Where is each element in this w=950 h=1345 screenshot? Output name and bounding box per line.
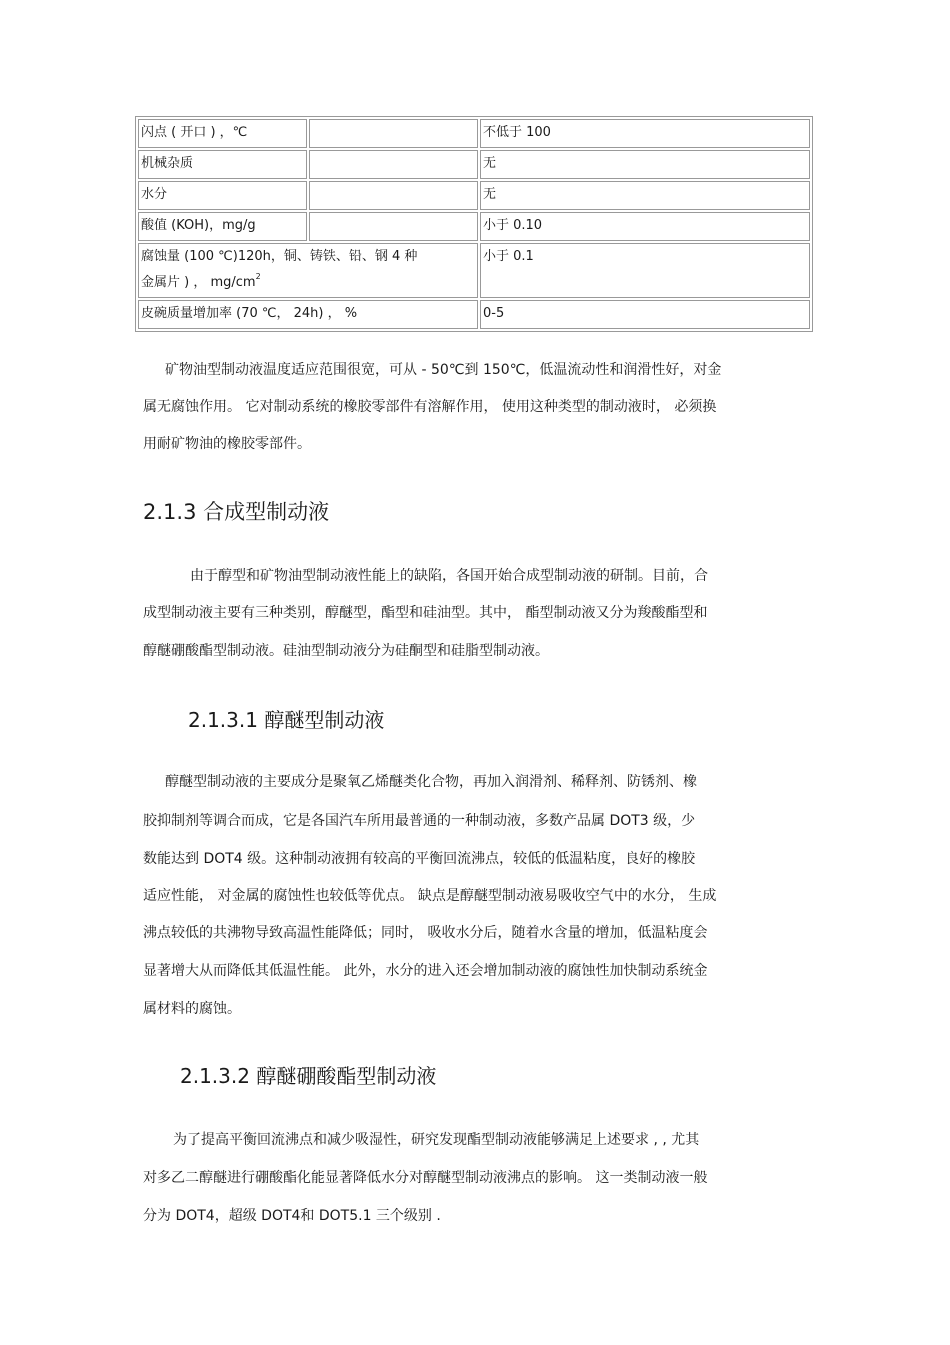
paragraph-line: 用耐矿物油的橡胶零部件。 xyxy=(143,436,311,452)
table-cell-property-line1: 腐蚀量 (100 ℃)120h，铜、铸铁、铅、钢 4 种 xyxy=(141,249,418,264)
paragraph-line: 适应性能， 对金属的腐蚀性也较低等优点。 缺点是醇醚型制动液易吸收空气中的水分， 生成 xyxy=(143,888,717,904)
table-row xyxy=(138,181,810,210)
paragraph-line: 矿物油型制动液温度适应范围很宽，可从 - 50℃到 150℃，低温流动性和润滑性好，对金 xyxy=(165,362,722,378)
table-cell-property: 皮碗质量增加率 (70 ℃， 24h) ， % xyxy=(138,300,478,329)
table-row xyxy=(138,243,810,298)
paragraph-line: 数能达到 DOT4 级。这种制动液拥有较高的平衡回流沸点，较低的低温粘度，良好的橡胶 xyxy=(143,851,696,867)
section-heading: 2.1.3 合成型制动液 xyxy=(143,500,330,524)
subsection-heading: 2.1.3.1 醇醚型制动液 xyxy=(188,708,385,732)
subsection-heading: 2.1.3.2 醇醚硼酸酯型制动液 xyxy=(180,1064,437,1088)
table-cell-value: 小于 0.10 xyxy=(480,212,810,241)
table-cell-property: 酸值 (KOH)，mg/g xyxy=(138,212,307,241)
paragraph-line: 醇醚硼酸酯型制动液。硅油型制动液分为硅酮型和硅脂型制动液。 xyxy=(143,643,549,659)
paragraph-line: 由于醇型和矿物油型制动液性能上的缺陷，各国开始合成型制动液的研制。目前，合 xyxy=(190,568,708,584)
paragraph-line: 胶抑制剂等调合而成，它是各国汽车所用最普通的一种制动液，多数产品属 DOT3 级，少 xyxy=(143,813,696,829)
table-row xyxy=(138,300,810,329)
table-cell-empty xyxy=(309,181,478,210)
paragraph-line: 分为 DOT4，超级 DOT4和 DOT5.1 三个级别 . xyxy=(143,1208,441,1224)
paragraph-line: 成型制动液主要有三种类别，醇醚型，酯型和硅油型。其中， 酯型制动液又分为羧酸酯型和 xyxy=(143,605,708,621)
paragraph-line: 显著增大从而降低其低温性能。 此外，水分的进入还会增加制动液的腐蚀性加快制动系统金 xyxy=(143,963,708,979)
table-cell-value: 0-5 xyxy=(480,300,810,329)
superscript: 2 xyxy=(255,272,261,281)
paragraph-line: 对多乙二醇醚进行硼酸酯化能显著降低水分对醇醚型制动液沸点的影响。 这一类制动液一般 xyxy=(143,1170,708,1186)
table-cell-empty xyxy=(309,212,478,241)
table-cell-property: 闪点 ( 开口 ) ，℃ xyxy=(138,119,307,148)
table-cell-property: 水分 xyxy=(138,181,307,210)
paragraph-line: 属无腐蚀作用。 它对制动系统的橡胶零部件有溶解作用， 使用这种类型的制动液时， 必须换 xyxy=(143,399,717,415)
table-cell-property-line2: 金属片 ) ， mg/cm xyxy=(141,275,256,290)
table-cell-empty xyxy=(309,150,478,179)
spec-table xyxy=(135,116,813,332)
table-row xyxy=(138,150,810,179)
table-row xyxy=(138,212,810,241)
table-cell-value: 无 xyxy=(480,150,810,179)
paragraph-line: 沸点较低的共沸物导致高温性能降低；同时， 吸收水分后，随着水含量的增加，低温粘度会 xyxy=(143,925,708,941)
table-cell-value: 无 xyxy=(480,181,810,210)
paragraph-line: 醇醚型制动液的主要成分是聚氧乙烯醚类化合物，再加入润滑剂、稀释剂、防锈剂、橡 xyxy=(165,774,697,790)
paragraph-line: 为了提高平衡回流沸点和减少吸湿性，研究发现酯型制动液能够满足上述要求 , , 尤其 xyxy=(173,1132,700,1148)
table-cell-value: 小于 0.1 xyxy=(480,243,810,298)
table-cell-value: 不低于 100 xyxy=(480,119,810,148)
table-cell-empty xyxy=(309,119,478,148)
table-row xyxy=(138,119,810,148)
paragraph-line: 属材料的腐蚀。 xyxy=(143,1001,241,1017)
table-cell-property xyxy=(138,243,478,298)
table-cell-property: 机械杂质 xyxy=(138,150,307,179)
